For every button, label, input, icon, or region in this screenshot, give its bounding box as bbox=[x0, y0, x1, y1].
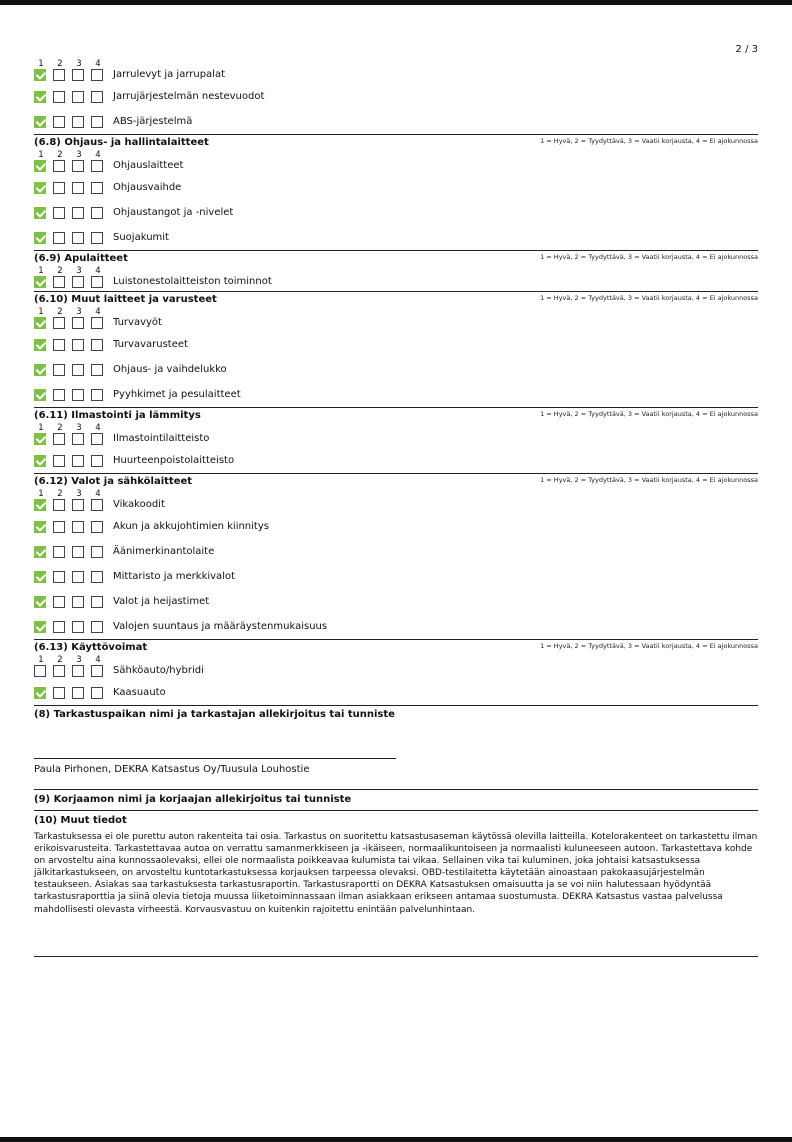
checked-checkbox[interactable] bbox=[34, 207, 46, 219]
column-number: 3 bbox=[76, 150, 82, 160]
other-info-section bbox=[34, 811, 758, 957]
checkbox[interactable] bbox=[91, 91, 103, 103]
column-number: 2 bbox=[57, 489, 63, 499]
item-label: Suojakumit bbox=[113, 232, 169, 243]
checked-checkbox[interactable] bbox=[34, 521, 46, 533]
checkbox[interactable] bbox=[91, 276, 103, 288]
checkbox[interactable] bbox=[91, 339, 103, 351]
rating-legend: 1 = Hyvä, 2 = Tyydyttävä, 3 = Vaatii korjausta, 4 = Ei ajokunnossa bbox=[540, 642, 758, 650]
rating-legend: 1 = Hyvä, 2 = Tyydyttävä, 3 = Vaatii korjausta, 4 = Ei ajokunnossa bbox=[540, 137, 758, 145]
rating-row bbox=[34, 539, 758, 564]
checkbox[interactable] bbox=[53, 665, 65, 677]
checkbox[interactable] bbox=[53, 389, 65, 401]
checkbox[interactable] bbox=[53, 499, 65, 511]
section-title: (6.11) Ilmastointi ja lämmitys bbox=[34, 410, 201, 421]
checkbox[interactable] bbox=[72, 91, 84, 103]
item-label: Ohjaus- ja vaihdelukko bbox=[113, 364, 227, 375]
section-title: (6.13) Käyttövoimat bbox=[34, 642, 148, 653]
rating-row bbox=[34, 160, 758, 175]
rating-row bbox=[34, 665, 758, 680]
checkbox[interactable] bbox=[53, 687, 65, 699]
section-title: (6.12) Valot ja sähkölaitteet bbox=[34, 476, 193, 487]
checkbox[interactable] bbox=[72, 232, 84, 244]
rating-row bbox=[34, 589, 758, 614]
rating-section bbox=[34, 407, 758, 473]
item-label: Luistonestolaitteiston toiminnot bbox=[113, 276, 272, 287]
rating-legend: 1 = Hyvä, 2 = Tyydyttävä, 3 = Vaatii korjausta, 4 = Ei ajokunnossa bbox=[540, 253, 758, 261]
section-title: (6.9) Apulaitteet bbox=[34, 253, 128, 264]
checkbox[interactable] bbox=[72, 665, 84, 677]
inspector-signature-title: (8) Tarkastuspaikan nimi ja tarkastajan allekirjoitus tai tunniste bbox=[34, 709, 395, 720]
page-number: 2 / 3 bbox=[735, 44, 758, 55]
checkbox[interactable] bbox=[91, 182, 103, 194]
checkbox[interactable] bbox=[72, 364, 84, 376]
checkbox[interactable] bbox=[72, 207, 84, 219]
section-header bbox=[34, 136, 758, 150]
other-info-title: (10) Muut tiedot bbox=[34, 815, 127, 826]
checkbox[interactable] bbox=[72, 546, 84, 558]
column-number: 4 bbox=[95, 266, 101, 276]
rating-section bbox=[34, 58, 758, 134]
checkbox[interactable] bbox=[53, 364, 65, 376]
checked-checkbox[interactable] bbox=[34, 91, 46, 103]
rating-legend: 1 = Hyvä, 2 = Tyydyttävä, 3 = Vaatii korjausta, 4 = Ei ajokunnossa bbox=[540, 294, 758, 302]
item-label: Kaasuauto bbox=[113, 687, 166, 698]
checkbox[interactable] bbox=[91, 389, 103, 401]
checked-checkbox[interactable] bbox=[34, 182, 46, 194]
checkbox[interactable] bbox=[72, 160, 84, 172]
item-label: Mittaristo ja merkkivalot bbox=[113, 571, 236, 582]
column-number: 1 bbox=[38, 423, 44, 433]
rating-column-numbers bbox=[34, 266, 758, 276]
checkbox[interactable] bbox=[53, 339, 65, 351]
checkbox[interactable] bbox=[53, 276, 65, 288]
checked-checkbox[interactable] bbox=[34, 687, 46, 699]
checkbox[interactable] bbox=[91, 364, 103, 376]
column-number: 1 bbox=[38, 59, 44, 69]
item-label: Valojen suuntaus ja määräystenmukaisuus bbox=[113, 621, 328, 632]
rating-row bbox=[34, 357, 758, 382]
rating-row bbox=[34, 680, 758, 705]
column-number: 2 bbox=[57, 59, 63, 69]
column-number: 1 bbox=[38, 150, 44, 160]
column-number: 4 bbox=[95, 489, 101, 499]
other-info-text: Tarkastuksessa ei ole purettu auton rakenteita tai osia. Tarkastus on suoritettu katsastusaseman käytössä olevilla laitteilla. Kotelorakenteet on tarkastettu ilman erikoisvarusteita. Tarkastettavaa autoa on verrattu samanmerkkiseen ja -ikäiseen, normaalikuntoiseen ja normaalisti kuluneeseen autoon. Tarkastettava kohde on arvosteltu aina kunnossaolevaksi, ellei ole normaalista poikkeavaa kulumista tai vikaa. Sellainen vika tai kuluminen, joka johtaisi katsastuksessa jälkitarkastukseen, on arvosteltu kuntotarkastuksessa korjauksen tarpeessa olevaksi. OBD-testilaitetta käytetään ainoastaan pakokaasujärjestelmän testaukseen. Asiakas saa tarkastuksesta tarkastusraportin. Tarkastusraportti on DEKRA Katsastuksen omaisuutta ja se voi niin halutessaan hyödyntää tarkastusraporttia ja siinä olevia tietoja muussa liiketoiminnassaan ilman asiakkaan erikseen antamaa suostumusta. DEKRA Katsastus vastaa palvelussa mahdollisesti olevasta virheestä. Korvausvastuu on kuitenkin rajoitettu enintään palvelunhintaan. bbox=[34, 832, 758, 915]
checked-checkbox[interactable] bbox=[34, 276, 46, 288]
rating-row bbox=[34, 84, 758, 109]
checkbox[interactable] bbox=[91, 160, 103, 172]
checkbox[interactable] bbox=[91, 546, 103, 558]
checkbox[interactable] bbox=[91, 521, 103, 533]
checked-checkbox[interactable] bbox=[34, 116, 46, 128]
section-header bbox=[34, 475, 758, 489]
checked-checkbox[interactable] bbox=[34, 389, 46, 401]
checkbox[interactable] bbox=[91, 499, 103, 511]
checkbox[interactable] bbox=[53, 521, 65, 533]
checked-checkbox[interactable] bbox=[34, 317, 46, 329]
checkbox[interactable] bbox=[53, 621, 65, 633]
bottom-edge-bar bbox=[0, 1137, 792, 1142]
checkbox[interactable] bbox=[72, 455, 84, 467]
rating-row bbox=[34, 200, 758, 225]
section-header bbox=[34, 641, 758, 655]
checkbox[interactable] bbox=[34, 665, 46, 677]
column-number: 4 bbox=[95, 307, 101, 317]
checked-checkbox[interactable] bbox=[34, 364, 46, 376]
signature-line bbox=[34, 758, 396, 759]
checked-checkbox[interactable] bbox=[34, 571, 46, 583]
checked-checkbox[interactable] bbox=[34, 621, 46, 633]
top-edge-bar bbox=[0, 0, 792, 5]
checkbox[interactable] bbox=[53, 116, 65, 128]
rating-row bbox=[34, 69, 758, 84]
rating-row bbox=[34, 433, 758, 448]
item-label: Ohjauslaitteet bbox=[113, 160, 184, 171]
column-number: 2 bbox=[57, 307, 63, 317]
checkbox[interactable] bbox=[72, 521, 84, 533]
checkbox[interactable] bbox=[72, 389, 84, 401]
checkbox[interactable] bbox=[72, 339, 84, 351]
item-label: Vikakoodit bbox=[113, 499, 165, 510]
item-label: Valot ja heijastimet bbox=[113, 596, 210, 607]
checkbox[interactable] bbox=[72, 433, 84, 445]
rating-section bbox=[34, 291, 758, 407]
rating-column-numbers bbox=[34, 150, 758, 160]
checkbox[interactable] bbox=[91, 596, 103, 608]
column-number: 4 bbox=[95, 59, 101, 69]
rating-column-numbers bbox=[34, 423, 758, 433]
item-label: Jarrujärjestelmän nestevuodot bbox=[113, 91, 265, 102]
rating-legend: 1 = Hyvä, 2 = Tyydyttävä, 3 = Vaatii korjausta, 4 = Ei ajokunnossa bbox=[540, 476, 758, 484]
rating-row bbox=[34, 175, 758, 200]
checkbox[interactable] bbox=[72, 687, 84, 699]
checked-checkbox[interactable] bbox=[34, 596, 46, 608]
rating-row bbox=[34, 225, 758, 250]
checkbox[interactable] bbox=[72, 596, 84, 608]
rating-row bbox=[34, 499, 758, 514]
column-number: 3 bbox=[76, 423, 82, 433]
checkbox[interactable] bbox=[72, 621, 84, 633]
inspector-signature-section bbox=[34, 705, 758, 790]
checkbox[interactable] bbox=[91, 232, 103, 244]
checkbox[interactable] bbox=[91, 69, 103, 81]
item-label: Ohjaustangot ja -nivelet bbox=[113, 207, 234, 218]
column-number: 3 bbox=[76, 59, 82, 69]
checkbox[interactable] bbox=[53, 160, 65, 172]
item-label: Ohjausvaihde bbox=[113, 182, 182, 193]
item-label: Jarrulevyt ja jarrupalat bbox=[113, 69, 226, 80]
checkbox[interactable] bbox=[91, 455, 103, 467]
checked-checkbox[interactable] bbox=[34, 339, 46, 351]
column-number: 1 bbox=[38, 266, 44, 276]
item-label: Huurteenpoistolaitteisto bbox=[113, 455, 235, 466]
item-label: Pyyhkimet ja pesulaitteet bbox=[113, 389, 241, 400]
checkbox[interactable] bbox=[72, 182, 84, 194]
checked-checkbox[interactable] bbox=[34, 69, 46, 81]
rating-row bbox=[34, 514, 758, 539]
rating-row bbox=[34, 382, 758, 407]
checked-checkbox[interactable] bbox=[34, 546, 46, 558]
column-number: 2 bbox=[57, 423, 63, 433]
checkbox[interactable] bbox=[91, 621, 103, 633]
item-label: Akun ja akkujohtimien kiinnitys bbox=[113, 521, 269, 532]
item-label: Sähköauto/hybridi bbox=[113, 665, 204, 676]
column-number: 1 bbox=[38, 307, 44, 317]
rating-legend: 1 = Hyvä, 2 = Tyydyttävä, 3 = Vaatii korjausta, 4 = Ei ajokunnossa bbox=[540, 410, 758, 418]
checkbox[interactable] bbox=[53, 596, 65, 608]
checkbox[interactable] bbox=[91, 207, 103, 219]
checkbox[interactable] bbox=[53, 433, 65, 445]
workshop-signature-section bbox=[34, 790, 758, 811]
rating-section bbox=[34, 250, 758, 291]
rating-section bbox=[34, 473, 758, 639]
checkbox[interactable] bbox=[53, 571, 65, 583]
column-number: 3 bbox=[76, 307, 82, 317]
item-label: Turvavyöt bbox=[113, 317, 162, 328]
column-number: 4 bbox=[95, 150, 101, 160]
rating-row bbox=[34, 276, 758, 291]
column-number: 1 bbox=[38, 655, 44, 665]
item-label: Turvavarusteet bbox=[113, 339, 188, 350]
rating-row bbox=[34, 109, 758, 134]
item-label: ABS-järjestelmä bbox=[113, 116, 193, 127]
rating-section bbox=[34, 639, 758, 705]
workshop-signature-title: (9) Korjaamon nimi ja korjaajan allekirjoitus tai tunniste bbox=[34, 794, 352, 805]
section-header bbox=[34, 293, 758, 307]
column-number: 4 bbox=[95, 655, 101, 665]
column-number: 2 bbox=[57, 266, 63, 276]
section-title: (6.8) Ohjaus- ja hallintalaitteet bbox=[34, 137, 209, 148]
column-number: 3 bbox=[76, 655, 82, 665]
checkbox[interactable] bbox=[72, 499, 84, 511]
checked-checkbox[interactable] bbox=[34, 160, 46, 172]
rating-row bbox=[34, 448, 758, 473]
section-title: (6.10) Muut laitteet ja varusteet bbox=[34, 294, 217, 305]
inspector-name: Paula Pirhonen, DEKRA Katsastus Oy/Tuusula Louhostie bbox=[34, 764, 310, 775]
checked-checkbox[interactable] bbox=[34, 232, 46, 244]
rating-column-numbers bbox=[34, 307, 758, 317]
checkbox[interactable] bbox=[91, 433, 103, 445]
checkbox[interactable] bbox=[53, 182, 65, 194]
rating-column-numbers bbox=[34, 489, 758, 499]
rating-row bbox=[34, 614, 758, 639]
checkbox[interactable] bbox=[53, 232, 65, 244]
checkbox[interactable] bbox=[91, 571, 103, 583]
checkbox[interactable] bbox=[72, 116, 84, 128]
rating-column-numbers bbox=[34, 59, 758, 69]
column-number: 3 bbox=[76, 489, 82, 499]
column-number: 2 bbox=[57, 150, 63, 160]
checkbox[interactable] bbox=[72, 276, 84, 288]
checkbox[interactable] bbox=[72, 69, 84, 81]
section-header bbox=[34, 409, 758, 423]
section-header bbox=[34, 252, 758, 266]
rating-row bbox=[34, 564, 758, 589]
checkbox[interactable] bbox=[53, 455, 65, 467]
rating-row bbox=[34, 332, 758, 357]
checked-checkbox[interactable] bbox=[34, 433, 46, 445]
item-label: Ilmastointilaitteisto bbox=[113, 433, 210, 444]
checkbox[interactable] bbox=[91, 687, 103, 699]
column-number: 2 bbox=[57, 655, 63, 665]
checkbox[interactable] bbox=[53, 546, 65, 558]
inspection-report bbox=[34, 58, 758, 957]
checkbox[interactable] bbox=[91, 665, 103, 677]
checked-checkbox[interactable] bbox=[34, 455, 46, 467]
rating-section bbox=[34, 134, 758, 250]
checked-checkbox[interactable] bbox=[34, 499, 46, 511]
column-number: 1 bbox=[38, 489, 44, 499]
rating-column-numbers bbox=[34, 655, 758, 665]
checkbox[interactable] bbox=[72, 317, 84, 329]
checkbox[interactable] bbox=[91, 317, 103, 329]
column-number: 4 bbox=[95, 423, 101, 433]
checkbox[interactable] bbox=[91, 116, 103, 128]
checkbox[interactable] bbox=[53, 91, 65, 103]
checkbox[interactable] bbox=[72, 571, 84, 583]
rating-sections bbox=[34, 58, 758, 705]
checkbox[interactable] bbox=[53, 317, 65, 329]
checkbox[interactable] bbox=[53, 207, 65, 219]
column-number: 3 bbox=[76, 266, 82, 276]
rating-row bbox=[34, 317, 758, 332]
checkbox[interactable] bbox=[53, 69, 65, 81]
item-label: Äänimerkinantolaite bbox=[113, 546, 215, 557]
